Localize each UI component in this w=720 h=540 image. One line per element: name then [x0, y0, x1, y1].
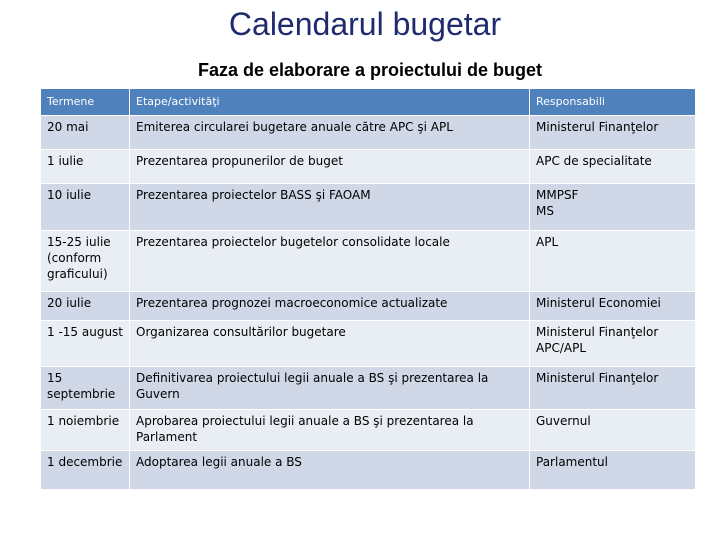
cell-term: 1 noiembrie — [41, 410, 130, 451]
cell-term: 15 septembrie — [41, 367, 130, 410]
cell-term: 1 iulie — [41, 150, 130, 184]
column-header-etape: Etape/activităţi — [130, 89, 530, 116]
cell-responsible: MMPSF MS — [530, 184, 696, 231]
cell-responsible: APL — [530, 231, 696, 292]
table-row — [41, 184, 696, 231]
cell-responsible: Parlamentul — [530, 451, 696, 490]
cell-responsible: APC de specialitate — [530, 150, 696, 184]
cell-term: 1 -15 august — [41, 321, 130, 367]
cell-stage: Aprobarea proiectului legii anuale a BS şi prezentarea la Parlament — [130, 410, 530, 451]
cell-term: 10 iulie — [41, 184, 130, 231]
cell-stage: Organizarea consultărilor bugetare — [130, 321, 530, 367]
column-header-termene: Termene — [41, 89, 130, 116]
cell-stage: Prezentarea proiectelor BASS şi FAOAM — [130, 184, 530, 231]
table-row — [41, 231, 696, 292]
table-row — [41, 321, 696, 367]
cell-responsible: Guvernul — [530, 410, 696, 451]
cell-responsible: Ministerul Finanţelor — [530, 116, 696, 150]
budget-calendar-table — [40, 88, 696, 490]
table-row — [41, 367, 696, 410]
cell-term: 20 mai — [41, 116, 130, 150]
cell-stage: Prezentarea prognozei macroeconomice actualizate — [130, 292, 530, 321]
cell-responsible: Ministerul Finanţelor — [530, 367, 696, 410]
cell-stage: Emiterea circularei bugetare anuale către APC şi APL — [130, 116, 530, 150]
table-row — [41, 116, 696, 150]
cell-stage: Adoptarea legii anuale a BS — [130, 451, 530, 490]
cell-stage: Definitivarea proiectului legii anuale a BS şi prezentarea la Guvern — [130, 367, 530, 410]
cell-stage: Prezentarea proiectelor bugetelor consolidate locale — [130, 231, 530, 292]
table-row — [41, 292, 696, 321]
cell-responsible: Ministerul Economiei — [530, 292, 696, 321]
page-title: Calendarul bugetar — [228, 6, 502, 42]
cell-responsible: Ministerul Finanţelor APC/APL — [530, 321, 696, 367]
table-row — [41, 410, 696, 451]
cell-term: 15-25 iulie (conform graficului) — [41, 231, 130, 292]
table-row — [41, 150, 696, 184]
column-header-responsabili: Responsabili — [530, 89, 696, 116]
cell-stage: Prezentarea propunerilor de buget — [130, 150, 530, 184]
cell-term: 20 iulie — [41, 292, 130, 321]
table-header-row — [41, 89, 696, 116]
table-row — [41, 451, 696, 490]
cell-term: 1 decembrie — [41, 451, 130, 490]
page-subtitle: Faza de elaborare a proiectului de buget — [197, 60, 543, 80]
